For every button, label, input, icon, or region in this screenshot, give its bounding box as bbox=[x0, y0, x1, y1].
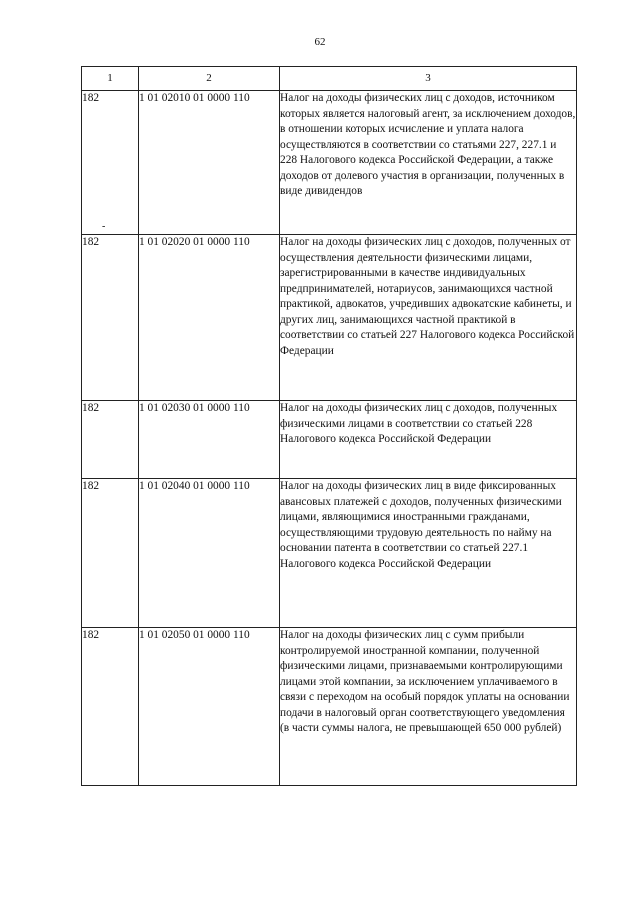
table-row bbox=[82, 628, 577, 786]
header-col-2: 2 bbox=[139, 67, 280, 91]
header-col-3: 3 bbox=[280, 67, 577, 91]
description-cell: Налог на доходы физических лиц в виде фиксированных авансовых платежей с доходов, полученных физическими лицами, являющимися иностранными гражданами, осуществляющими трудовую деятельность по найму на основании патента в соответствии со статьей 227.1 Налогового кодекса Российской Федерации bbox=[280, 479, 577, 628]
table-row bbox=[82, 91, 577, 235]
description-cell: Налог на доходы физических лиц с сумм прибыли контролируемой иностранной компании, полученной физическими лицами, признаваемыми контролирующими лицами этой компании, за исключением уплачиваемого в связи с переходом на особый порядок уплаты на основании подачи в налоговый орган соответствующего уведомления (в части суммы налога, не превышающей 650 000 рублей) bbox=[280, 628, 577, 786]
admin-code-cell: 182 bbox=[82, 91, 139, 235]
table-row bbox=[82, 235, 577, 401]
description-cell: Налог на доходы физических лиц с доходов, источником которых является налоговый агент, за исключением доходов, в отношении которых исчисление и уплата налога осуществляются в соответствии со статьями 227, 227.1 и 228 Налогового кодекса Российской Федерации, а также доходов от долевого участия в организации, полученных в виде дивидендов bbox=[280, 91, 577, 235]
revenue-codes-table bbox=[81, 66, 577, 786]
admin-code-cell: 182 bbox=[82, 235, 139, 401]
table-row bbox=[82, 479, 577, 628]
header-col-1: 1 bbox=[82, 67, 139, 91]
admin-code-cell: 182 bbox=[82, 401, 139, 479]
table-header-row bbox=[82, 67, 577, 91]
description-cell: Налог на доходы физических лиц с доходов, полученных физическими лицами в соответствии со статьей 228 Налогового кодекса Российской Федерации bbox=[280, 401, 577, 479]
kbk-code-cell: 1 01 02040 01 0000 110 bbox=[139, 479, 280, 628]
kbk-code-cell: 1 01 02020 01 0000 110 bbox=[139, 235, 280, 401]
kbk-code-cell: 1 01 02010 01 0000 110 bbox=[139, 91, 280, 235]
kbk-code-cell: 1 01 02030 01 0000 110 bbox=[139, 401, 280, 479]
kbk-code-cell: 1 01 02050 01 0000 110 bbox=[139, 628, 280, 786]
admin-code-cell: 182 bbox=[82, 628, 139, 786]
admin-code-cell: 182 bbox=[82, 479, 139, 628]
description-cell: Налог на доходы физических лиц с доходов, полученных от осуществления деятельности физическими лицами, зарегистрированными в качестве индивидуальных предпринимателей, нотариусов, занимающихся частной практикой, адвокатов, учредивших адвокатские кабинеты, и других лиц, занимающихся частной практикой в соответствии со статьей 227 Налогового кодекса Российской Федерации bbox=[280, 235, 577, 401]
page-number: 62 bbox=[314, 36, 326, 48]
stray-mark: - bbox=[102, 221, 106, 232]
table-row bbox=[82, 401, 577, 479]
